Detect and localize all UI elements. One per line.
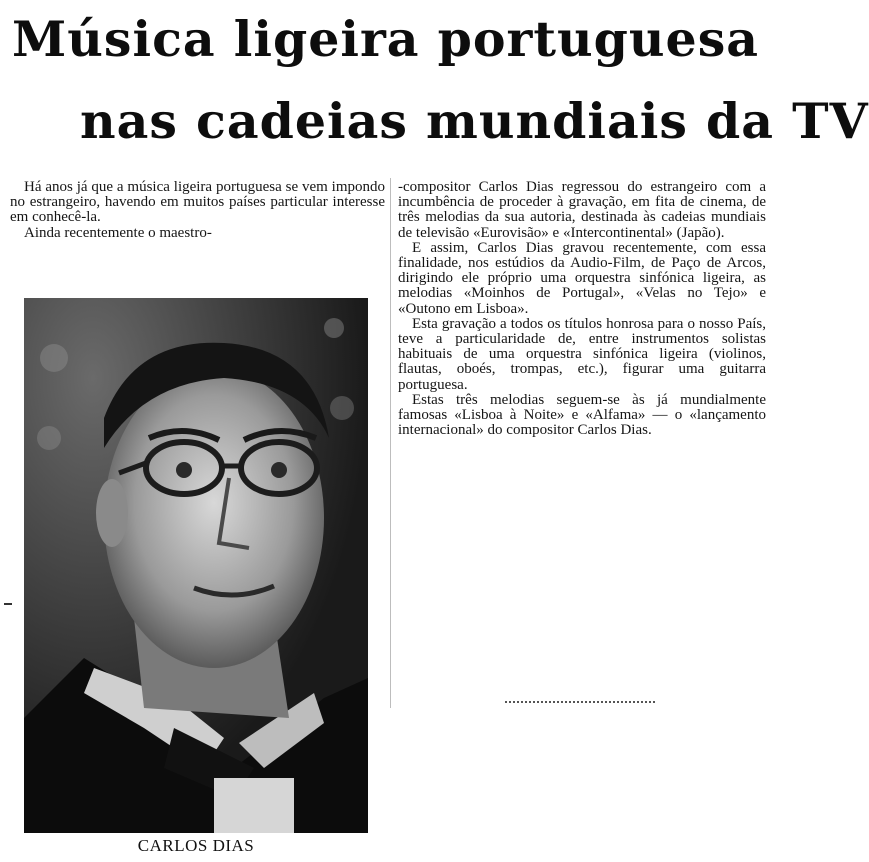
article-paragraph: Ainda recentemente o maestro- xyxy=(24,224,212,241)
article-paragraph: Esta gravação a todos os títulos honrosa para o nosso País, teve a particularidade de, entre instrumentos solistas habituais de uma orquestra sinfónica ligeira (violinos, flautas, oboés, trompas, etc.), figurar uma guitarra portuguesa. xyxy=(398,315,766,393)
article-paragraph: Há anos já que a música ligeira portuguesa se vem impondo no estrangeiro, havendo em muitos países particular interesse em conhecê-la. xyxy=(10,179,385,226)
article-column-left xyxy=(10,180,385,241)
column-divider xyxy=(390,178,391,708)
article-paragraph: -compositor Carlos Dias regressou do estrangeiro com a incumbência de proceder à gravação, em fita de cinema, de três melodias da sua autoria, destinada às cadeias mundiais de televisão «Eurovisão» e «Intercontinental» (Japão). xyxy=(398,179,766,241)
article-end-rule xyxy=(505,701,655,703)
portrait-illustration xyxy=(24,298,368,833)
article-column-right xyxy=(398,180,766,438)
headline-line-2: nas cadeias mundiais da TV xyxy=(80,92,869,150)
margin-mark xyxy=(4,603,12,605)
article-paragraph: E assim, Carlos Dias gravou recentemente, com essa finalidade, nos estúdios da Audio-Film, de Paço de Arcos, dirigindo ele próprio uma orquestra sinfónica ligeira, as melodias «Moinhos de Portugal», «Velas no Tejo» e «Outono em Lisboa». xyxy=(398,239,766,317)
headline-line-1: Música ligeira portuguesa xyxy=(12,10,760,68)
portrait-photo xyxy=(24,298,368,833)
article-paragraph: Estas três melodias seguem-se às já mundialmente famosas «Lisboa à Noite» e «Alfama» — o «lançamento internacional» do compositor Carlos Dias. xyxy=(398,391,766,439)
photo-caption: CARLOS DIAS xyxy=(137,836,255,855)
headline xyxy=(0,0,869,175)
